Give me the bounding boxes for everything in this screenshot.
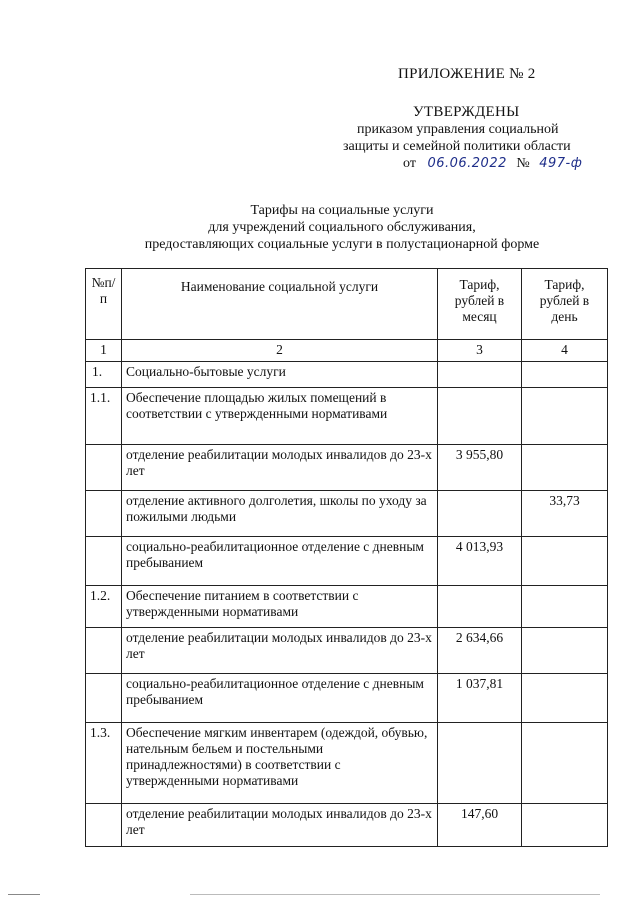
table-row (86, 362, 608, 388)
row-day (522, 674, 608, 723)
row-num (86, 537, 122, 586)
title-line-2: для учреждений социального обслуживания, (208, 220, 476, 235)
index-cell: 4 (522, 340, 608, 362)
row-day (522, 804, 608, 847)
table-row (86, 804, 608, 847)
order-date-number-line (403, 156, 582, 172)
order-line-2: защиты и семейной политики области (343, 139, 571, 154)
appendix-label: ПРИЛОЖЕНИЕ № 2 (398, 66, 536, 82)
row-num: 1. (86, 362, 122, 388)
header-tariff-month: Тариф, рублей в месяц (438, 269, 522, 340)
row-day (522, 723, 608, 804)
tariffs-table (85, 268, 608, 847)
row-num (86, 445, 122, 491)
scan-artifact-line (8, 894, 40, 895)
table-row (86, 388, 608, 445)
table-row (86, 586, 608, 628)
row-num: 1.3. (86, 723, 122, 804)
row-month: 4 013,93 (438, 537, 522, 586)
row-name: Социально-бытовые услуги (122, 362, 438, 388)
row-month: 3 955,80 (438, 445, 522, 491)
row-day (522, 445, 608, 491)
row-num (86, 491, 122, 537)
row-name: отделение реабилитации молодых инвалидов до 23-х лет (122, 804, 438, 847)
row-day (522, 388, 608, 445)
row-name: социально-реабилитационное отделение с дневным пребыванием (122, 674, 438, 723)
row-name: Обеспечение мягким инвентарем (одеждой, обувью, нательным бельем и постельными принадлежностями) в соответствии с утвержденными нормативами (122, 723, 438, 804)
row-name: Обеспечение площадью жилых помещений в соответствии с утвержденными нормативами (122, 388, 438, 445)
table-row (86, 674, 608, 723)
table-row (86, 445, 608, 491)
header-tariff-day: Тариф, рублей в день (522, 269, 608, 340)
row-num: 1.1. (86, 388, 122, 445)
row-num (86, 628, 122, 674)
table-row (86, 537, 608, 586)
row-day (522, 537, 608, 586)
row-month: 147,60 (438, 804, 522, 847)
row-day (522, 362, 608, 388)
title-line-1: Тарифы на социальные услуги (250, 203, 434, 218)
index-cell: 1 (86, 340, 122, 362)
table-row (86, 723, 608, 804)
order-line-1: приказом управления социальной (357, 122, 559, 137)
row-month: 1 037,81 (438, 674, 522, 723)
table-row (86, 628, 608, 674)
handwritten-date: 06.06.2022 (427, 156, 507, 171)
table-index-row (86, 340, 608, 362)
header-name: Наименование социальной услуги (122, 269, 438, 340)
index-cell: 3 (438, 340, 522, 362)
row-month (438, 723, 522, 804)
row-name: отделение реабилитации молодых инвалидов до 23-х лет (122, 628, 438, 674)
row-num (86, 674, 122, 723)
row-name: отделение реабилитации молодых инвалидов до 23-х лет (122, 445, 438, 491)
row-day (522, 628, 608, 674)
number-label: № (516, 156, 530, 171)
row-day (522, 586, 608, 628)
row-month (438, 586, 522, 628)
header-num: №п/ п (86, 269, 122, 340)
row-month (438, 362, 522, 388)
table-header-row (86, 269, 608, 340)
from-label: от (403, 156, 416, 171)
title-line-3: предоставляющих социальные услуги в полустационарной форме (144, 237, 540, 252)
row-name: социально-реабилитационное отделение с дневным пребыванием (122, 537, 438, 586)
scan-artifact-line (190, 894, 600, 895)
row-name: Обеспечение питанием в соответствии с утвержденными нормативами (122, 586, 438, 628)
table-row (86, 491, 608, 537)
row-name: отделение активного долголетия, школы по уходу за пожилыми людьми (122, 491, 438, 537)
index-cell: 2 (122, 340, 438, 362)
row-month (438, 491, 522, 537)
approved-label: УТВЕРЖДЕНЫ (413, 104, 520, 120)
handwritten-number: 497-ф (539, 156, 583, 171)
row-month (438, 388, 522, 445)
row-num: 1.2. (86, 586, 122, 628)
row-num (86, 804, 122, 847)
row-day: 33,73 (522, 491, 608, 537)
row-month: 2 634,66 (438, 628, 522, 674)
